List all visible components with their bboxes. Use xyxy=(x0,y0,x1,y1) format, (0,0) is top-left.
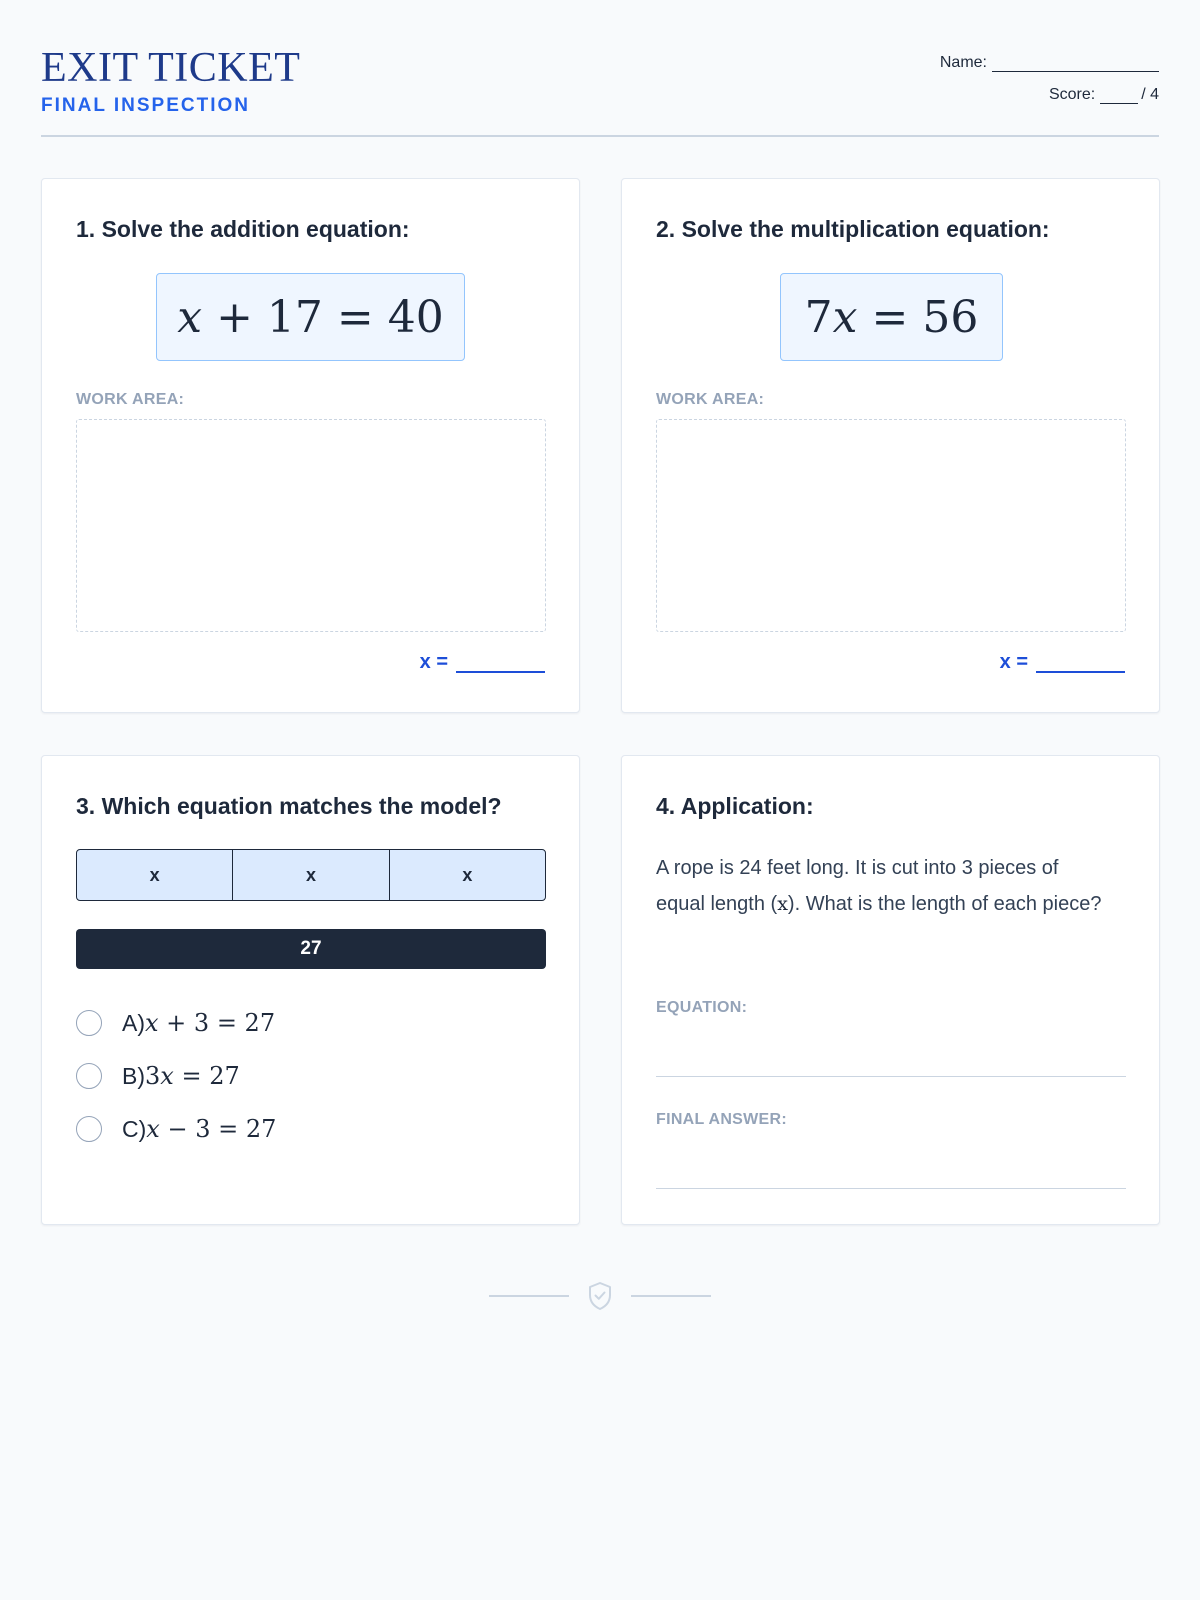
question-title: 4. Application: xyxy=(656,793,814,819)
tape-cell: x xyxy=(149,864,160,885)
equation-rest: = 56 xyxy=(857,291,979,343)
question-card-3 xyxy=(41,755,580,1225)
radio-button[interactable] xyxy=(76,1010,102,1036)
equation-label: EQUATION: xyxy=(656,999,748,1016)
equation-answer-line[interactable] xyxy=(656,1076,1126,1077)
name-label: Name: xyxy=(939,54,987,71)
answer-field[interactable] xyxy=(420,651,545,673)
shield-check-icon xyxy=(587,1281,613,1311)
option-rest: = 27 xyxy=(173,1062,240,1090)
name-field[interactable] xyxy=(992,58,1159,72)
option-variable: x xyxy=(146,1115,160,1143)
work-area-label: WORK AREA: xyxy=(76,391,185,408)
option-letter: A) xyxy=(122,1009,145,1036)
score-label: Score: xyxy=(1048,86,1096,103)
final-answer-label: FINAL ANSWER: xyxy=(656,1111,788,1128)
tape-diagram xyxy=(76,849,546,901)
question-card-4 xyxy=(621,755,1160,1225)
equation-variable: x xyxy=(177,291,203,343)
equation-box xyxy=(156,273,465,361)
question-card-2 xyxy=(621,178,1160,713)
work-area[interactable] xyxy=(656,419,1126,632)
option-a[interactable] xyxy=(76,1006,276,1040)
prompt-variable: x xyxy=(777,893,788,915)
option-c[interactable] xyxy=(76,1112,276,1146)
option-equation xyxy=(146,1115,276,1143)
option-variable: x xyxy=(145,1009,159,1037)
word-problem xyxy=(656,850,1106,922)
score-field[interactable] xyxy=(1100,90,1138,104)
prompt-text-start: A rope is 24 feet long. It is cut into 3 pieces of equal length ( xyxy=(656,857,1059,915)
footer-rule-right xyxy=(631,1295,711,1297)
tape-cell: x xyxy=(389,850,545,900)
name-line xyxy=(940,52,1159,72)
equation-coefficient: 7 xyxy=(804,291,833,343)
option-letter: B) xyxy=(122,1062,145,1089)
footer xyxy=(0,1276,1200,1316)
radio-button[interactable] xyxy=(76,1116,102,1142)
question-title: 3. Which equation matches the model? xyxy=(76,793,502,819)
final-answer-line[interactable] xyxy=(656,1188,1126,1189)
question-title: 2. Solve the multiplication equation: xyxy=(656,216,1050,242)
answer-blank[interactable] xyxy=(1036,655,1125,673)
work-area-label: WORK AREA: xyxy=(656,391,765,408)
footer-rule-left xyxy=(489,1295,569,1297)
equation-rest: + 17 = 40 xyxy=(202,291,444,343)
option-equation xyxy=(145,1009,275,1037)
score-max: / 4 xyxy=(1141,86,1159,103)
score-line xyxy=(940,84,1159,104)
option-rest: − 3 = 27 xyxy=(159,1115,277,1143)
answer-label: x = xyxy=(419,651,448,673)
question-title: 1. Solve the addition equation: xyxy=(76,216,410,242)
answer-field[interactable] xyxy=(1000,651,1125,673)
option-variable: x xyxy=(160,1062,174,1090)
page-title: EXIT TICKET xyxy=(41,45,301,91)
answer-blank[interactable] xyxy=(456,655,545,673)
tape-cell: x xyxy=(232,850,388,900)
option-letter: C) xyxy=(122,1115,147,1142)
option-rest: + 3 = 27 xyxy=(158,1009,276,1037)
page-subtitle: FINAL INSPECTION xyxy=(41,95,250,116)
radio-button[interactable] xyxy=(76,1063,102,1089)
header xyxy=(41,0,1159,137)
option-coefficient: 3 xyxy=(145,1062,161,1090)
student-meta xyxy=(940,52,1159,104)
question-card-1 xyxy=(41,178,580,713)
work-area[interactable] xyxy=(76,419,546,632)
equation-variable: x xyxy=(832,291,858,343)
answer-label: x = xyxy=(999,651,1028,673)
answer-options xyxy=(76,1006,276,1165)
option-equation xyxy=(145,1062,240,1090)
tape-total-bar: 27 xyxy=(76,929,546,969)
equation-box xyxy=(780,273,1003,361)
prompt-text-end: ). What is the length of each piece? xyxy=(787,893,1102,915)
option-b[interactable] xyxy=(76,1059,276,1093)
